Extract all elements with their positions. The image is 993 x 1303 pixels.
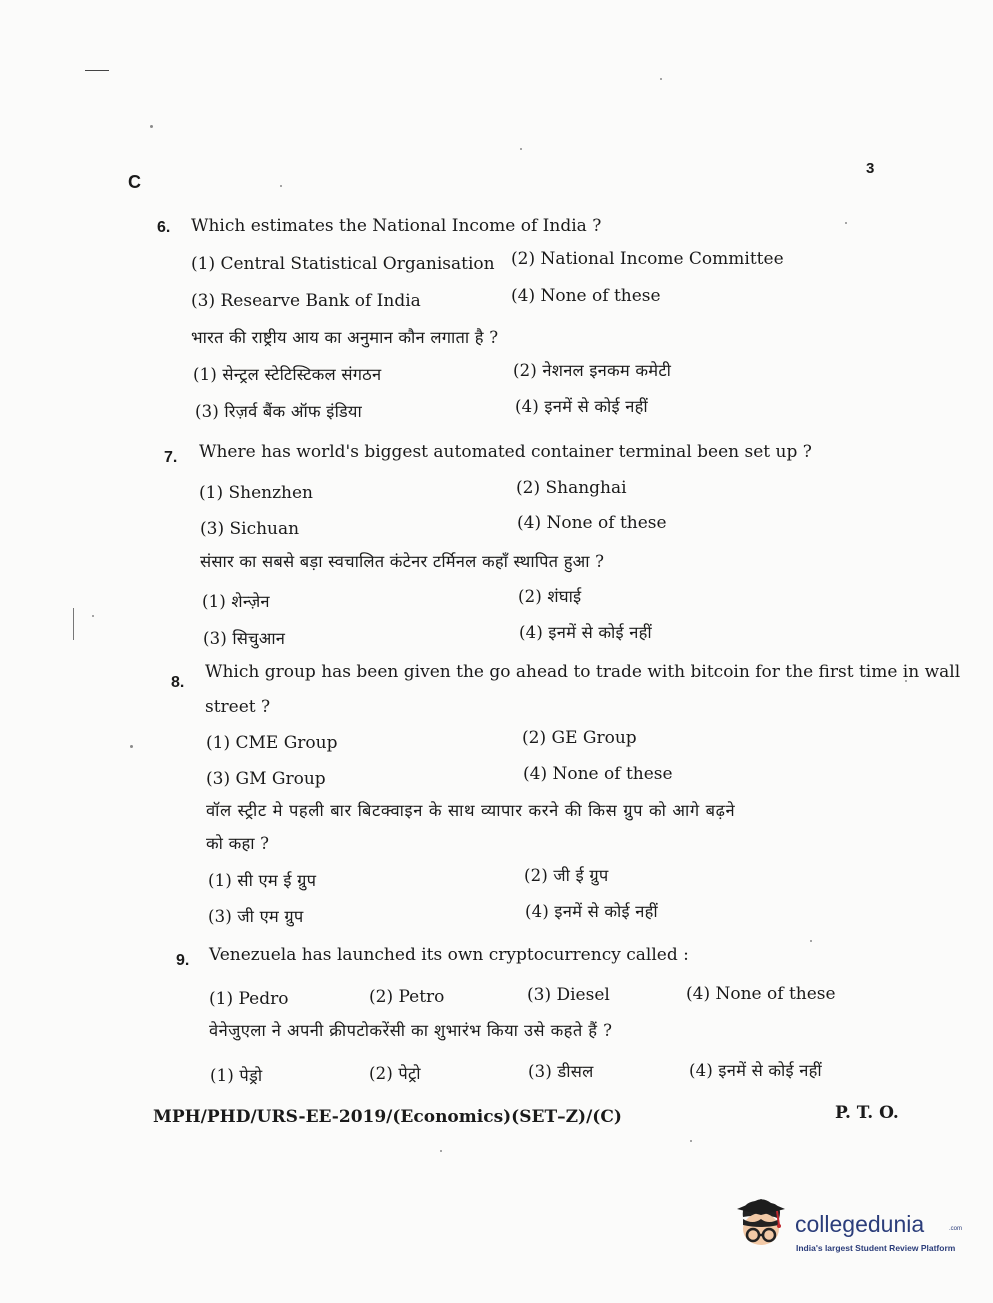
option-2-en: (2) GE Group	[522, 728, 637, 748]
question-text-en-line1: Which group has been given the go ahead to trade with bitcoin for the first time in wall	[205, 662, 961, 682]
watermark-tagline: India's largest Student Review Platform	[796, 1243, 956, 1253]
set-letter: C	[128, 172, 141, 192]
question-text-en-line2: street ?	[205, 697, 271, 717]
watermark-brand-suffix: .com	[949, 1226, 963, 1232]
speck	[520, 148, 522, 150]
question-text-en: Which estimates the National Income of India ?	[191, 216, 602, 236]
question-number: 9.	[176, 952, 190, 969]
option-1-en: (1) Central Statistical Organisation	[191, 254, 495, 274]
option-3-en: (3) Researve Bank of India	[191, 291, 421, 311]
option-4-hi: (4) इनमें से कोई नहीं	[689, 1061, 822, 1080]
speck	[92, 615, 94, 617]
option-1-en: (1) Pedro	[209, 989, 289, 1009]
speck	[810, 940, 812, 942]
scan-line	[73, 608, 74, 640]
option-1-hi: (1) शेन्ज़ेन	[202, 592, 270, 611]
option-3-en: (3) Sichuan	[200, 519, 300, 539]
option-4-hi: (4) इनमें से कोई नहीं	[519, 623, 652, 642]
option-4-en: (4) None of these	[517, 513, 667, 533]
speck	[130, 745, 133, 748]
question-text-en: Where has world's biggest automated container terminal been set up ?	[199, 442, 812, 462]
option-1-en: (1) CME Group	[206, 733, 338, 753]
question-text-hi-line1: वॉल स्ट्रीट मे पहली बार बिटक्वाइन के साथ व्यापार करने की किस ग्रुप को आगे बढ़ने	[206, 801, 736, 820]
option-4-en: (4) None of these	[511, 286, 661, 306]
option-4-en: (4) None of these	[523, 764, 673, 784]
option-3-en: (3) Diesel	[527, 985, 610, 1005]
option-2-hi: (2) शंघाई	[518, 587, 582, 606]
option-2-hi: (2) पेट्रो	[369, 1064, 421, 1083]
question-number: 8.	[171, 674, 185, 691]
speck	[660, 78, 662, 80]
speck	[280, 185, 282, 187]
option-2-hi: (2) नेशनल इनकम कमेटी	[513, 361, 672, 380]
question-text-hi: भारत की राष्ट्रीय आय का अनुमान कौन लगाता है ?	[191, 328, 499, 347]
option-1-hi: (1) सी एम ई ग्रुप	[208, 871, 317, 890]
option-3-hi: (3) सिचुआन	[203, 629, 286, 648]
question-text-hi: संसार का सबसे बड़ा स्वचालित कंटेनर टर्मिनल कहाँ स्थापित हुआ ?	[200, 552, 605, 571]
option-1-hi: (1) सेन्ट्रल स्टेटिस्टिकल संगठन	[193, 365, 382, 384]
option-2-en: (2) National Income Committee	[511, 249, 784, 269]
option-3-hi: (3) जी एम ग्रुप	[208, 907, 304, 926]
question-text-hi: वेनेजुएला ने अपनी क्रीपटोकरेंसी का शुभारंभ किया उसे कहते हैं ?	[209, 1021, 613, 1040]
option-1-en: (1) Shenzhen	[199, 483, 314, 503]
mascot-logo-icon	[733, 1195, 791, 1257]
question-text-hi-line2: को कहा ?	[206, 834, 270, 853]
watermark-brand: collegedunia	[795, 1211, 925, 1237]
option-4-en: (4) None of these	[686, 984, 836, 1004]
speck	[690, 1140, 692, 1142]
speck	[845, 222, 847, 224]
question-number: 7.	[164, 449, 178, 466]
option-3-hi: (3) डीसल	[528, 1062, 594, 1081]
option-4-hi: (4) इनमें से कोई नहीं	[525, 902, 658, 921]
footer-pto: P. T. O.	[835, 1103, 899, 1123]
scan-dash	[85, 70, 109, 71]
speck	[150, 125, 153, 128]
question-number: 6.	[157, 219, 171, 236]
page-number: 3	[866, 160, 875, 177]
option-1-hi: (1) पेड्रो	[210, 1066, 263, 1085]
question-text-en: Venezuela has launched its own cryptocurrency called :	[209, 945, 689, 965]
option-3-en: (3) GM Group	[206, 769, 326, 789]
option-2-en: (2) Petro	[369, 987, 445, 1007]
option-2-hi: (2) जी ई ग्रुप	[524, 866, 609, 885]
option-3-hi: (3) रिज़र्व बैंक ऑफ इंडिया	[195, 402, 362, 421]
footer-code: MPH/PHD/URS-EE-2019/(Economics)(SET–Z)/(C)	[153, 1107, 622, 1127]
option-4-hi: (4) इनमें से कोई नहीं	[515, 397, 648, 416]
option-2-en: (2) Shanghai	[516, 478, 627, 498]
speck	[440, 1150, 442, 1152]
